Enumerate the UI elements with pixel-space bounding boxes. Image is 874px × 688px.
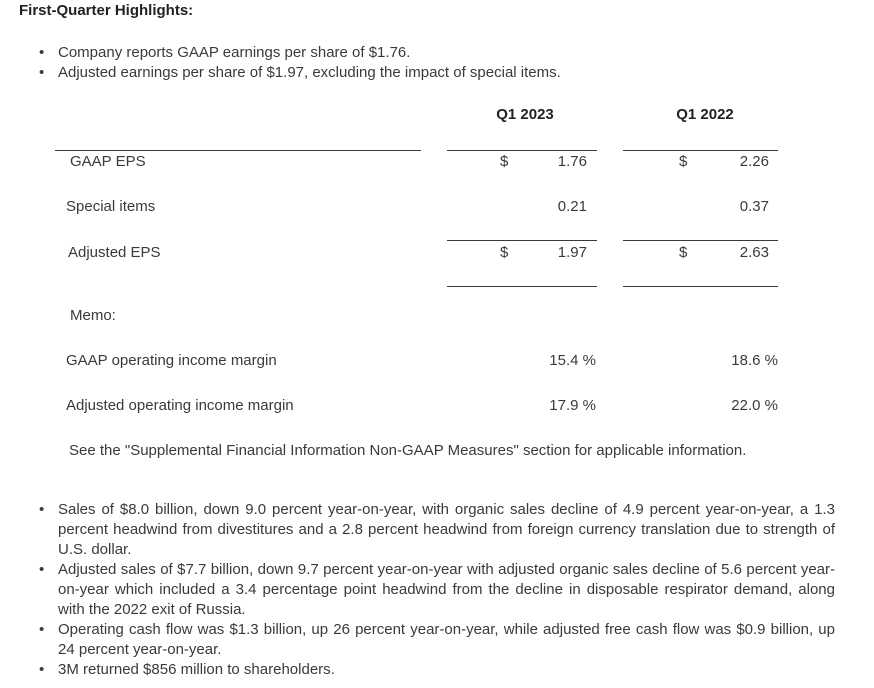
row-label-adjusted-eps: Adjusted EPS bbox=[68, 244, 161, 261]
cell-gaap-eps-q1-2023: 1.76 bbox=[557, 153, 587, 170]
row-label-special-items: Special items bbox=[66, 198, 156, 215]
row-label-adjusted-margin: Adjusted operating income margin bbox=[66, 397, 294, 414]
summary-bullet-list bbox=[58, 43, 848, 83]
cell-gaap-margin-q1-2022: 18.6 % bbox=[731, 352, 778, 369]
table-rule bbox=[623, 240, 778, 241]
currency-symbol: $ bbox=[679, 244, 688, 261]
details-bullet-list bbox=[58, 500, 835, 680]
table-note: See the "Supplemental Financial Information Non-GAAP Measures" section for applicable information. bbox=[69, 442, 747, 459]
cell-gaap-margin-q1-2023: 15.4 % bbox=[549, 352, 596, 369]
list-item: • Adjusted earnings per share of $1.97, excluding the impact of special items. bbox=[58, 63, 848, 83]
list-item: • Adjusted sales of $7.7 billion, down 9.7 percent year-on-year with adjusted organic sales decline of 5.6 percent year-on-year which included a 3.4 percentage point headwind from the decline in disposable respirator demand, along with the 2022 exit of Russia. bbox=[58, 560, 835, 620]
table-rule bbox=[55, 150, 421, 151]
cell-adjusted-eps-q1-2022: 2.63 bbox=[739, 244, 769, 261]
table-rule bbox=[623, 286, 778, 287]
cell-special-items-q1-2022: 0.37 bbox=[739, 198, 769, 215]
table-rule bbox=[623, 150, 778, 151]
list-item: • Company reports GAAP earnings per share of $1.76. bbox=[58, 43, 848, 63]
row-label-gaap-margin: GAAP operating income margin bbox=[66, 352, 277, 369]
currency-symbol: $ bbox=[679, 153, 688, 170]
currency-symbol: $ bbox=[500, 153, 509, 170]
section-heading: First-Quarter Highlights: bbox=[19, 2, 194, 19]
cell-adjusted-margin-q1-2022: 22.0 % bbox=[731, 397, 778, 414]
table-rule bbox=[447, 286, 597, 287]
currency-symbol: $ bbox=[500, 244, 509, 261]
table-rule bbox=[447, 240, 597, 241]
list-item: • Operating cash flow was $1.3 billion, up 26 percent year-on-year, while adjusted free cash flow was $0.9 billion, up 24 percent year-on-year. bbox=[58, 620, 835, 660]
cell-adjusted-eps-q1-2023: 1.97 bbox=[557, 244, 587, 261]
row-label-gaap-eps: GAAP EPS bbox=[70, 153, 146, 170]
row-label-memo: Memo: bbox=[70, 307, 116, 324]
list-item: • Sales of $8.0 billion, down 9.0 percent year-on-year, with organic sales decline of 4.9 percent year-on-year, a 1.3 percent headwind from divestitures and a 2.8 percent headwind from foreign currency translation due to strength of U.S. dollar. bbox=[58, 500, 835, 560]
cell-gaap-eps-q1-2022: 2.26 bbox=[739, 153, 769, 170]
cell-special-items-q1-2023: 0.21 bbox=[557, 198, 587, 215]
column-header-q1-2023: Q1 2023 bbox=[496, 106, 554, 123]
column-header-q1-2022: Q1 2022 bbox=[676, 106, 734, 123]
table-rule bbox=[447, 150, 597, 151]
list-item: • 3M returned $856 million to shareholders. bbox=[58, 660, 835, 680]
cell-adjusted-margin-q1-2023: 17.9 % bbox=[549, 397, 596, 414]
